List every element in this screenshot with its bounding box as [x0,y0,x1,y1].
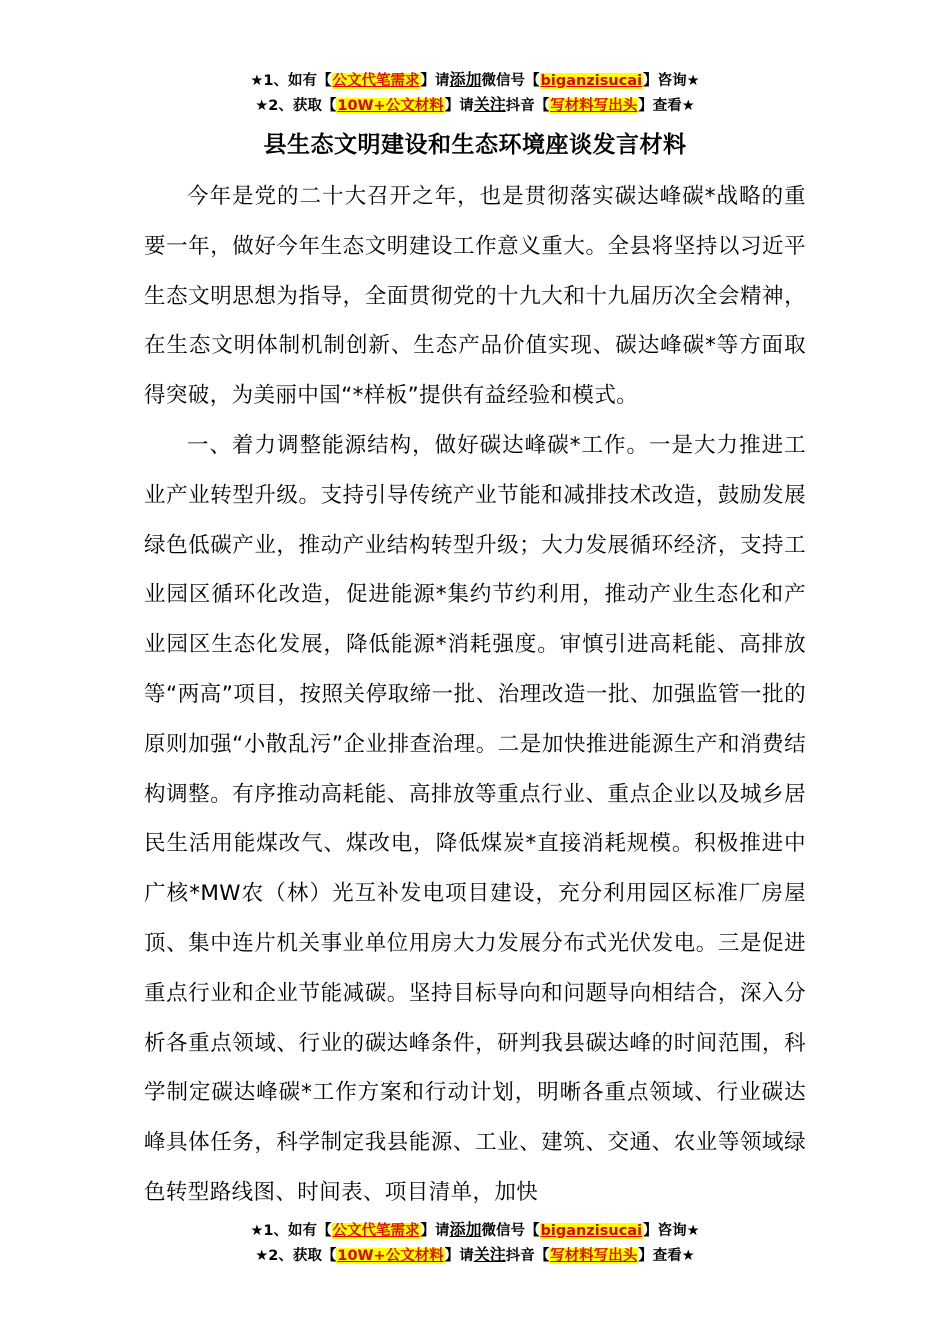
document-title: 县生态文明建设和生态环境座谈发言材料 [263,132,687,158]
promo-highlight: 写材料写出头 [550,1248,638,1264]
promo-text: 】请 [420,73,450,89]
promo-line-1 [0,68,950,93]
promo-banner-top [0,68,950,118]
promo-highlight: 写材料写出头 [550,98,638,114]
promo-text: ★1、如有【 [250,73,332,89]
promo-highlight: 公文代笔需求 [332,1223,420,1239]
promo-text: 】查看★ [638,98,695,114]
promo-text: 】请 [420,1223,450,1239]
promo-text: 】咨询★ [643,1223,700,1239]
promo-text: 】查看★ [638,1248,695,1264]
promo-highlight: 10W+公文材料 [337,1248,444,1264]
promo-banner-bottom [0,1218,950,1268]
promo-emphasis: 关注 [473,95,506,114]
promo-line-2 [0,1243,950,1268]
promo-emphasis: 添加 [449,1220,482,1239]
paragraph-intro: 今年是党的二十大召开之年，也是贯彻落实碳达峰碳*战略的重要一年，做好今年生态文明建设工作意义重大。全县将坚持以习近平生态文明思想为指导，全面贯彻党的十九大和十九届历次全会精神，在生态文明体制机制创新、生态产品价值实现、碳达峰碳*等方面取得突破，为美丽中国“*样板”提供有益经验和模式。 [144,184,806,409]
promo-text: 】请 [444,98,474,114]
promo-line-1 [0,1218,950,1243]
promo-text: 】请 [444,1248,474,1264]
promo-highlight: biganzisucai [540,73,643,89]
promo-highlight: biganzisucai [540,1223,643,1239]
promo-highlight: 公文代笔需求 [332,73,420,89]
document-body [144,172,806,1218]
promo-text: 抖音【 [505,98,550,114]
promo-line-2 [0,93,950,118]
promo-text: 】咨询★ [643,73,700,89]
promo-highlight: 10W+公文材料 [337,98,444,114]
promo-emphasis: 添加 [449,70,482,89]
promo-text: 微信号【 [481,1223,540,1239]
promo-text: 微信号【 [481,73,540,89]
promo-text: 抖音【 [505,1248,550,1264]
promo-text: ★2、获取【 [255,98,337,114]
promo-emphasis: 关注 [473,1245,506,1264]
promo-text: ★1、如有【 [250,1223,332,1239]
paragraph-section-1: 一、着力调整能源结构，做好碳达峰碳*工作。一是大力推进工业产业转型升级。支持引导传统产业节能和减排技术改造，鼓励发展绿色低碳产业，推动产业结构转型升级；大力发展循环经济，支持工业园区循环化改造，促进能源*集约节约利用，推动产业生态化和产业园区生态化发展，降低能源*消耗强度。审慎引进高耗能、高排放等“两高”项目，按照关停取缔一批、治理改造一批、加强监管一批的原则加强“小散乱污”企业排查治理。二是加快推进能源生产和消费结构调整。有序推动高耗能、高排放等重点行业、重点企业以及城乡居民生活用能煤改气、煤改电，降低煤炭*直接消耗规模。积极推进中广核*MW农（林）光互补发电项目建设，充分利用园区标准厂房屋顶、集中连片机关事业单位用房大力发展分布式光伏发电。三是促进重点行业和企业节能减碳。坚持目标导向和问题导向相结合，深入分析各重点领域、行业的碳达峰条件，研判我县碳达峰的时间范围，科学制定碳达峰碳*工作方案和行动计划，明晰各重点领域、行业碳达峰具体任务，科学制定我县能源、工业、建筑、交通、农业等领域绿色转型路线图、时间表、项目清单，加快 [144,432,806,1205]
promo-text: ★2、获取【 [255,1248,337,1264]
